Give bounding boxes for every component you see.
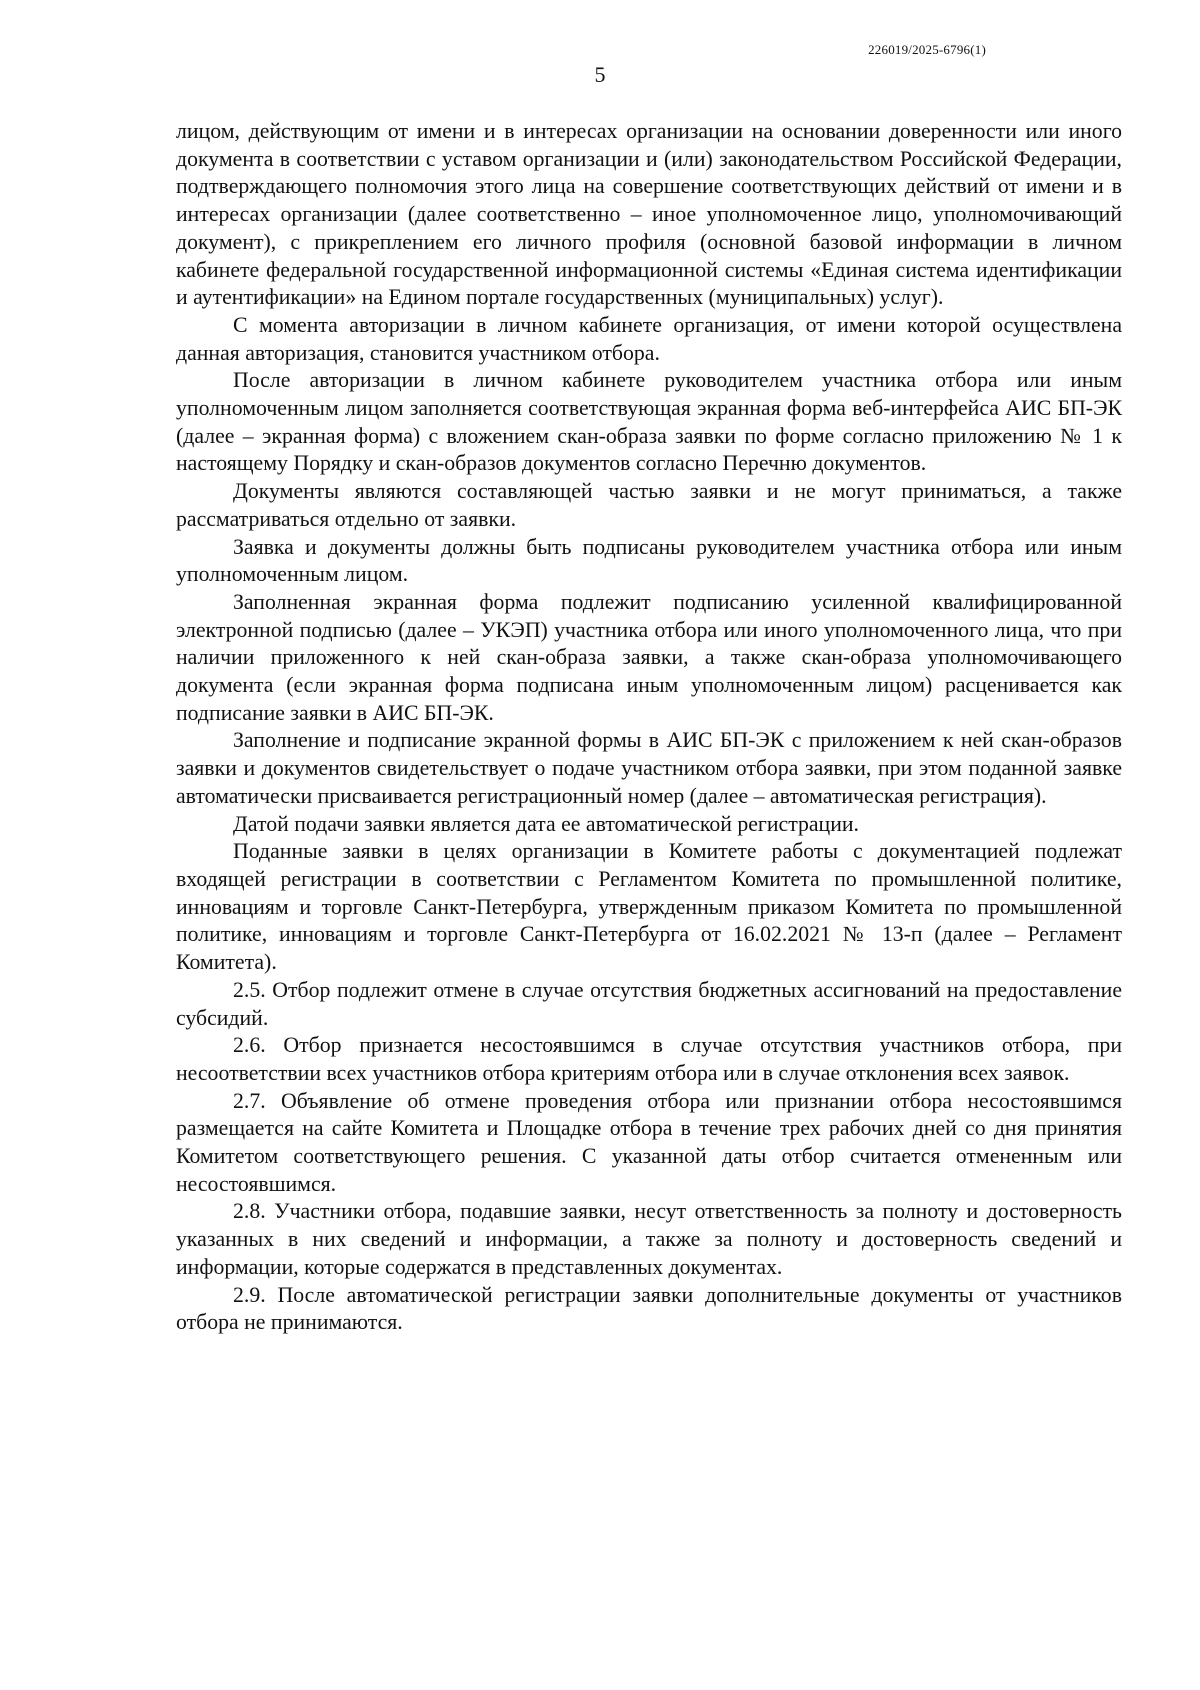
paragraph-continuation: лицом, действующим от имени и в интересах организации на основании доверенности или иного документа в соответствии с уставом организации и (или) законодательством Российской Федерации, подтверждающего полномочия этого лица на совершение соответствующих действий от имени и в интересах организации (далее соответственно – иное уполномоченное лицо, уполномочивающий документ), с прикреплением его личного профиля (основной базовой информации в личном кабинете федеральной государственной информационной системы «Единая система идентификации и аутентификации» на Едином портале государственных (муниципальных) услуг). — [176, 119, 1122, 310]
paragraph-authorization: С момента авторизации в личном кабинете организация, от имени которой осуществлена данная авторизация, становится участником отбора. — [176, 312, 1122, 365]
document-id: 226019/2025-6796(1) — [868, 42, 986, 57]
paragraph-submission-date: Датой подачи заявки является дата ее автоматической регистрации. — [233, 811, 859, 836]
paragraph-ukep: Заполненная экранная форма подлежит подписанию усиленной квалифицированной электронной подписью (далее – УКЭП) участника отбора или иного уполномоченного лица, что при наличии приложенного к ней скан-образа заявки, а также скан-образа уполномочивающего документа (если экранная форма подписана иным уполномоченным лицом) расценивается как подписание заявки в АИС БП-ЭК. — [176, 589, 1122, 725]
paragraph-documents: Документы являются составляющей частью заявки и не могут приниматься, а также рассматриваться отдельно от заявки. — [176, 479, 1122, 531]
paragraph-submission: Заполнение и подписание экранной формы в АИС БП-ЭК с приложением к ней скан-образов заявки и документов свидетельствует о подаче участником отбора заявки, при этом поданной заявке автоматически присваивается регистрационный номер (далее – автоматическая регистрация). — [176, 728, 1122, 808]
paragraph-2-9: 2.9. После автоматической регистрации заявки дополнительные документы от участников отбора не принимаются. — [176, 1282, 1122, 1335]
paragraph-2-7: 2.7. Объявление об отмене проведения отбора или признании отбора несостоявшимся размещается на сайте Комитета и Площадке отбора в течение трех рабочих дней со дня принятия Комитетом соответствующего решения. С указанной даты отбор считается отмененным или несостоявшимся. — [176, 1088, 1122, 1196]
paragraph-2-5: 2.5. Отбор подлежит отмене в случае отсутствия бюджетных ассигнований на предоставление субсидий. — [176, 977, 1122, 1030]
paragraph-2-6: 2.6. Отбор признается несостоявшимся в случае отсутствия участников отбора, при несоответствии всех участников отбора критериям отбора или в случае отклонения всех заявок. — [176, 1033, 1122, 1085]
paragraph-screen-form: После авторизации в личном кабинете руководителем участника отбора или иным уполномоченным лицом заполняется соответствующая экранная форма веб-интерфейса АИС БП-ЭК (далее – экранная форма) с вложением скан-образа заявки по форме согласно приложению № 1 к настоящему Порядку и скан-образов документов согласно Перечню документов. — [176, 368, 1122, 476]
paragraph-2-8: 2.8. Участники отбора, подавшие заявки, несут ответственность за полноту и достоверность указанных в них сведений и информации, а также за полноту и достоверность сведений и информации, которые содержатся в представленных документах. — [176, 1199, 1122, 1279]
page-number: 5 — [594, 62, 606, 87]
paragraph-signing: Заявка и документы должны быть подписаны руководителем участника отбора или иным уполномоченным лицом. — [176, 534, 1122, 587]
document-body — [176, 118, 1122, 1337]
paragraph-registration: Поданные заявки в целях организации в Комитете работы с документацией подлежат входящей регистрации в соответствии с Регламентом Комитета по промышленной политике, инновациям и торговле Санкт-Петербурга, утвержденным приказом Комитета по промышленной политике, инновациям и торговле Санкт-Петербурга от 16.02.2021 № 13-п (далее – Регламент Комитета). — [176, 839, 1122, 975]
